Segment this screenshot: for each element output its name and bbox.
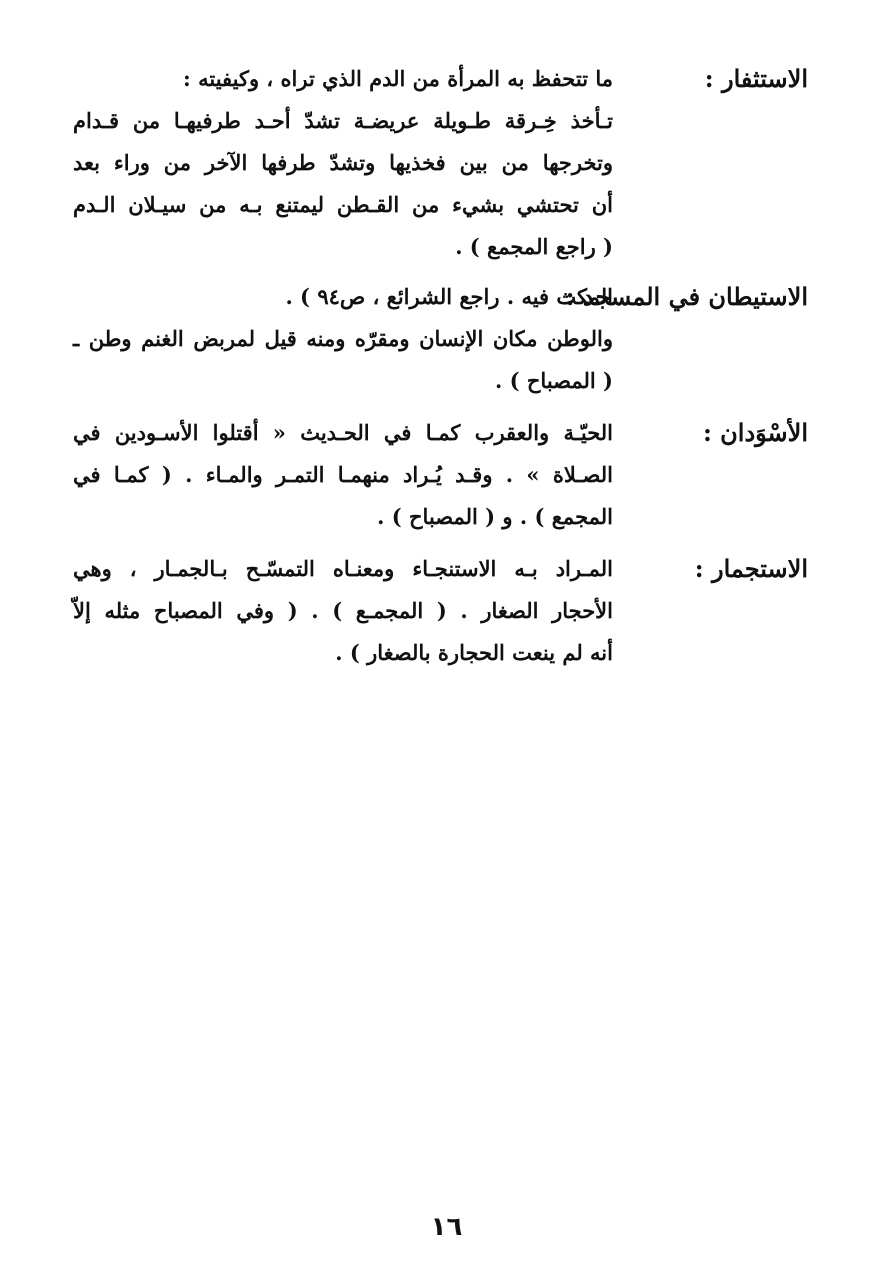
entry-term: الاستجمار :: [694, 554, 808, 583]
definition-line: الأحجار الصغار . ( المجمـع ) . ( وفي المصباح مثله إلاّ: [73, 598, 613, 623]
entry-term: الاستثفار :: [704, 64, 808, 93]
definition-line: المـراد بـه الاستنجـاء ومعنـاه التمسّـح بـالجمـار ، وهي: [73, 556, 613, 581]
definition-line: الصـلاة » . وقـد يُـراد منهمـا التمـر والمـاء . ( كمـا في: [73, 462, 613, 487]
entry-definition: [73, 276, 613, 402]
definition-line: أنه لم ينعت الحجارة بالصغار ) .: [335, 640, 613, 665]
definition-line: المجمع ) . و ( المصباح ) .: [377, 504, 613, 529]
entry-definition: [73, 412, 613, 538]
glossary-entry: [70, 412, 808, 529]
page-number: ١٦: [430, 1212, 463, 1242]
glossary-entry: [70, 548, 808, 665]
entry-definition: [73, 58, 613, 268]
definition-line: الحيّـة والعقرب كمـا في الحـديث « أقتلوا الأسـودين في: [73, 420, 613, 445]
definition-line: ( راجع المجمع ) .: [455, 234, 613, 259]
definition-line: ( المصباح ) .: [495, 368, 613, 393]
glossary-entry: [70, 58, 808, 259]
definition-line: وتخرجها من بين فخذيها وتشدّ طرفها الآخر من وراء بعد: [73, 150, 613, 175]
definition-line: والوطن مكان الإنسان ومقرّه ومنه قيل لمربض الغنم وطن ـ: [73, 326, 613, 351]
glossary-entry: [70, 276, 808, 393]
entry-definition: [73, 548, 613, 674]
entry-term: الأسْوَدان :: [702, 418, 808, 447]
entry-term: الاستيطان في المسجد :: [565, 282, 808, 311]
definition-line: ما تتحفظ به المرأة من الدم الذي تراه ، وكيفيته :: [183, 66, 613, 91]
definition-line: أن تحتشي بشيء من القـطن ليمتنع بـه من سيـلان الـدم: [73, 192, 613, 217]
definition-line: المكث فيه . راجع الشرائع ، ص٩٤ ) .: [285, 284, 613, 309]
definition-line: تـأخذ خِـرقة طـويلة عريضـة تشدّ أحـد طرفيهـا من قـدام: [73, 108, 613, 133]
